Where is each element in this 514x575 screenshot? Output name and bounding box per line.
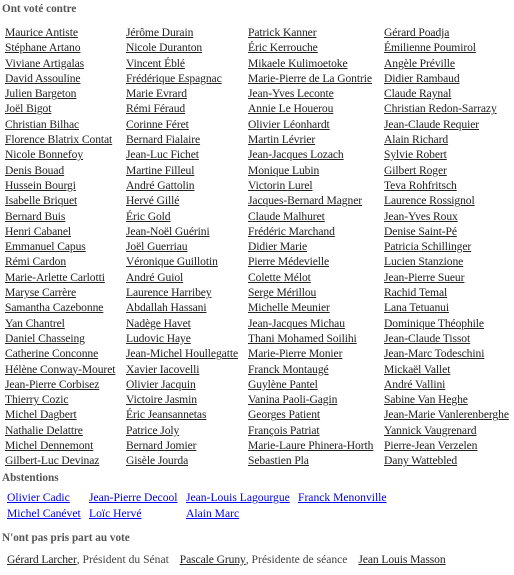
senator-link[interactable]: Victoire Jasmin xyxy=(126,393,197,407)
senator-link[interactable]: Hervé Gillé xyxy=(126,194,180,208)
senator-link[interactable]: Marie-Laure Phinera-Horth xyxy=(248,439,374,453)
senator-link[interactable]: Olivier Léonhardt xyxy=(248,117,330,131)
senator-link[interactable]: Vanina Paoli-Gagin xyxy=(248,393,338,407)
senator-link[interactable]: Isabelle Briquet xyxy=(5,194,78,208)
senator-link[interactable]: Jean-Michel Houllegatte xyxy=(126,347,238,361)
senator-link[interactable]: Nicole Bonnefoy xyxy=(5,148,84,162)
senator-link[interactable]: Sebastien Pla xyxy=(248,454,309,468)
senator-link[interactable]: Maryse Carrère xyxy=(5,286,77,300)
senator-link[interactable]: Éric Kerrouche xyxy=(248,41,318,55)
senator-link[interactable]: Véronique Guillotin xyxy=(126,255,218,269)
senator-link[interactable]: Marie-Arlette Carlotti xyxy=(5,270,105,284)
senator-link[interactable]: André Gattolin xyxy=(126,178,195,192)
senator-link[interactable]: Jean-Yves Leconte xyxy=(248,87,334,101)
heading-contre: Ont voté contre xyxy=(2,3,77,15)
senator-link[interactable]: Mickaël Vallet xyxy=(384,362,451,376)
senator-link[interactable]: Rémi Féraud xyxy=(126,102,186,116)
senator-link[interactable]: Patricia Schillinger xyxy=(384,240,472,254)
senator-link[interactable]: Victorin Lurel xyxy=(248,178,313,192)
senator-link[interactable]: Alain Marc xyxy=(186,507,240,520)
senator-link[interactable]: Florence Blatrix Contat xyxy=(5,133,113,147)
senator-link[interactable]: Angèle Préville xyxy=(384,56,455,70)
senator-link[interactable]: Patrick Kanner xyxy=(248,26,317,39)
senator-link[interactable]: Daniel Chasseing xyxy=(5,331,85,345)
senator-link[interactable]: Guylène Pantel xyxy=(248,377,318,391)
senator-link[interactable]: Rachid Temal xyxy=(384,286,448,300)
senator-link[interactable]: Jean-Marie Vanlerenberghe xyxy=(384,408,509,422)
senator-link[interactable]: Martine Filleul xyxy=(126,163,195,177)
senator-link[interactable]: François Patriat xyxy=(248,423,320,437)
senator-link[interactable]: Jean-Claude Requier xyxy=(384,117,479,131)
senator-link[interactable]: Henri Cabanel xyxy=(5,224,71,238)
senator-link[interactable]: Michel Dagbert xyxy=(5,408,77,422)
senator-link[interactable]: Olivier Jacquin xyxy=(126,377,196,391)
senator-link[interactable]: Michel Canévet xyxy=(7,507,81,520)
senator-link[interactable]: Stéphane Artano xyxy=(5,41,81,55)
senator-link[interactable]: Christian Redon-Sarrazy xyxy=(384,102,497,116)
senator-link[interactable]: Joël Bigot xyxy=(5,102,52,116)
senator-link[interactable]: Jean-Jacques Lozach xyxy=(248,148,344,162)
role-label: , Président du Sénat xyxy=(76,553,169,566)
senator-link[interactable]: Bernard Fialaire xyxy=(126,133,201,147)
senator-link[interactable]: Jean-Pierre Decool xyxy=(89,491,178,504)
absent-list xyxy=(7,552,446,567)
senator-link[interactable]: Frédéric Marchand xyxy=(248,224,335,238)
senator-link[interactable]: Frédérique Espagnac xyxy=(126,71,222,85)
senator-link[interactable]: Michelle Meunier xyxy=(248,301,330,315)
senator-link[interactable]: Lucien Stanzione xyxy=(384,255,464,269)
senator-link[interactable]: Viviane Artigalas xyxy=(5,56,85,70)
senator-link[interactable]: Jean-Pierre Corbisez xyxy=(5,377,100,391)
senator-link[interactable]: Nadège Havet xyxy=(126,316,191,330)
senator-link[interactable]: Pierre Médevielle xyxy=(248,255,330,269)
senator-link[interactable]: Denise Saint-Pé xyxy=(384,224,457,238)
senator-link[interactable]: Laurence Rossignol xyxy=(384,194,475,208)
senator-link[interactable]: Serge Mérillou xyxy=(248,286,317,300)
empty-cell xyxy=(298,507,428,523)
senator-link[interactable]: David Assouline xyxy=(5,71,81,85)
senator-link[interactable]: Dominique Théophile xyxy=(384,316,484,330)
senator-link[interactable]: Franck Montaugé xyxy=(248,362,329,376)
senator-link[interactable]: Jean-Jacques Michau xyxy=(248,316,345,330)
senator-link[interactable]: Rémi Cardon xyxy=(5,255,67,269)
senator-link[interactable]: Yan Chantrel xyxy=(5,316,65,330)
senator-link[interactable]: Thani Mohamed Soilihi xyxy=(248,331,357,345)
senator-link[interactable]: Alain Richard xyxy=(384,133,449,147)
senator-link[interactable]: Marie-Pierre Monier xyxy=(248,347,343,361)
senator-link[interactable]: Patrice Joly xyxy=(126,423,180,437)
senator-link[interactable]: Claude Malhuret xyxy=(248,209,325,223)
senator-link[interactable]: Monique Lubin xyxy=(248,163,320,177)
senator-link[interactable]: Georges Patient xyxy=(248,408,321,422)
senator-link[interactable]: Didier Marie xyxy=(248,240,307,254)
senator-link[interactable]: Bernard Jomier xyxy=(126,439,197,453)
senator-link[interactable]: Lana Tetuanui xyxy=(384,301,449,315)
senator-link[interactable]: Jean-Claude Tissot xyxy=(384,331,471,345)
senator-link[interactable]: Gérard Larcher xyxy=(7,553,77,566)
senator-link[interactable]: Nicole Duranton xyxy=(126,41,203,55)
heading-abstentions: Abstentions xyxy=(2,472,59,484)
heading-absent: N'ont pas pris part au vote xyxy=(2,532,130,544)
senator-link[interactable]: André Vallini xyxy=(384,377,446,391)
senator-link[interactable]: Hélène Conway-Mouret xyxy=(5,362,116,376)
senator-link[interactable]: Gérard Poadja xyxy=(384,26,450,39)
senator-link[interactable]: Marie Evrard xyxy=(126,87,187,101)
senator-link[interactable]: Xavier Iacovelli xyxy=(126,362,200,376)
senator-link[interactable]: Loïc Hervé xyxy=(89,507,142,520)
senator-link[interactable]: Dany Wattebled xyxy=(384,454,458,468)
senator-link[interactable]: Gilbert Roger xyxy=(384,163,447,177)
senator-link[interactable]: Catherine Conconne xyxy=(5,347,99,361)
senator-link[interactable]: Didier Rambaud xyxy=(384,71,460,85)
senator-link[interactable]: Annie Le Houerou xyxy=(248,102,334,116)
senator-link[interactable]: Sylvie Robert xyxy=(384,148,447,162)
senator-link[interactable]: Hussein Bourgi xyxy=(5,178,76,192)
senator-link[interactable]: Nathalie Delattre xyxy=(5,423,83,437)
senator-link[interactable]: Jean-Louis Lagourgue xyxy=(186,491,290,504)
senator-link[interactable]: Joël Guerriau xyxy=(126,240,188,254)
senator-link[interactable]: Ludovic Haye xyxy=(126,331,191,345)
senator-link[interactable]: Jacques-Bernard Magner xyxy=(248,194,363,208)
abstentions-list xyxy=(7,491,428,523)
senator-link[interactable]: Julien Bargeton xyxy=(5,87,77,101)
senator-link[interactable]: Denis Bouad xyxy=(5,163,65,177)
senator-link[interactable]: Jérôme Durain xyxy=(126,26,194,39)
senator-link[interactable]: Marie-Pierre de La Gontrie xyxy=(248,71,372,85)
senator-link[interactable]: Sabine Van Heghe xyxy=(384,393,468,407)
senator-link[interactable]: Vincent Éblé xyxy=(126,56,185,70)
role-label: , Présidente de séance xyxy=(245,553,348,566)
senator-link[interactable]: Éric Jeansannetas xyxy=(126,408,207,422)
senator-link[interactable]: Gisèle Jourda xyxy=(126,454,189,468)
senator-link[interactable]: André Guiol xyxy=(126,270,184,284)
senator-link[interactable]: Laurence Harribey xyxy=(126,286,212,300)
senator-link[interactable]: Jean-Marc Todeschini xyxy=(384,347,485,361)
senator-link[interactable]: Colette Mélot xyxy=(248,270,311,284)
senator-link[interactable]: Samantha Cazebonne xyxy=(5,301,104,315)
senator-link[interactable]: Jean-Pierre Sueur xyxy=(384,270,465,284)
senator-link[interactable]: Jean Louis Masson xyxy=(358,553,446,566)
senator-link[interactable]: Jean-Yves Roux xyxy=(384,209,458,223)
senator-link[interactable]: Jean-Luc Fichet xyxy=(126,148,199,162)
senator-link[interactable]: Corinne Féret xyxy=(126,117,189,131)
senator-link[interactable]: Mikaele Kulimoetoke xyxy=(248,56,348,70)
senator-link[interactable]: Yannick Vaugrenard xyxy=(384,423,477,437)
senator-link[interactable]: Olivier Cadic xyxy=(7,491,70,504)
senator-link[interactable]: Christian Bilhac xyxy=(5,117,80,131)
senator-link[interactable]: Pierre-Jean Verzelen xyxy=(384,439,478,453)
senator-link[interactable]: Teva Rohfritsch xyxy=(384,178,457,192)
senator-link[interactable]: Émilienne Poumirol xyxy=(384,41,476,55)
senator-link[interactable]: Martin Lévrier xyxy=(248,133,316,147)
contre-list xyxy=(5,25,510,469)
senator-link[interactable]: Thierry Cozic xyxy=(5,393,69,407)
senator-link[interactable]: Éric Gold xyxy=(126,209,171,223)
senator-link[interactable]: Bernard Buis xyxy=(5,209,66,223)
senator-link[interactable]: Claude Raynal xyxy=(384,87,452,101)
senator-link[interactable]: Michel Dennemont xyxy=(5,439,94,453)
senator-link[interactable]: Emmanuel Capus xyxy=(5,240,86,254)
senator-link[interactable]: Gilbert-Luc Devinaz xyxy=(5,454,100,468)
senator-link[interactable]: Abdallah Hassani xyxy=(126,301,207,315)
senator-link[interactable]: Franck Menonville xyxy=(298,491,387,504)
senator-link[interactable]: Maurice Antiste xyxy=(5,26,78,39)
senator-link[interactable]: Jean-Noël Guérini xyxy=(126,224,210,238)
senator-link[interactable]: Pascale Gruny xyxy=(179,553,246,566)
